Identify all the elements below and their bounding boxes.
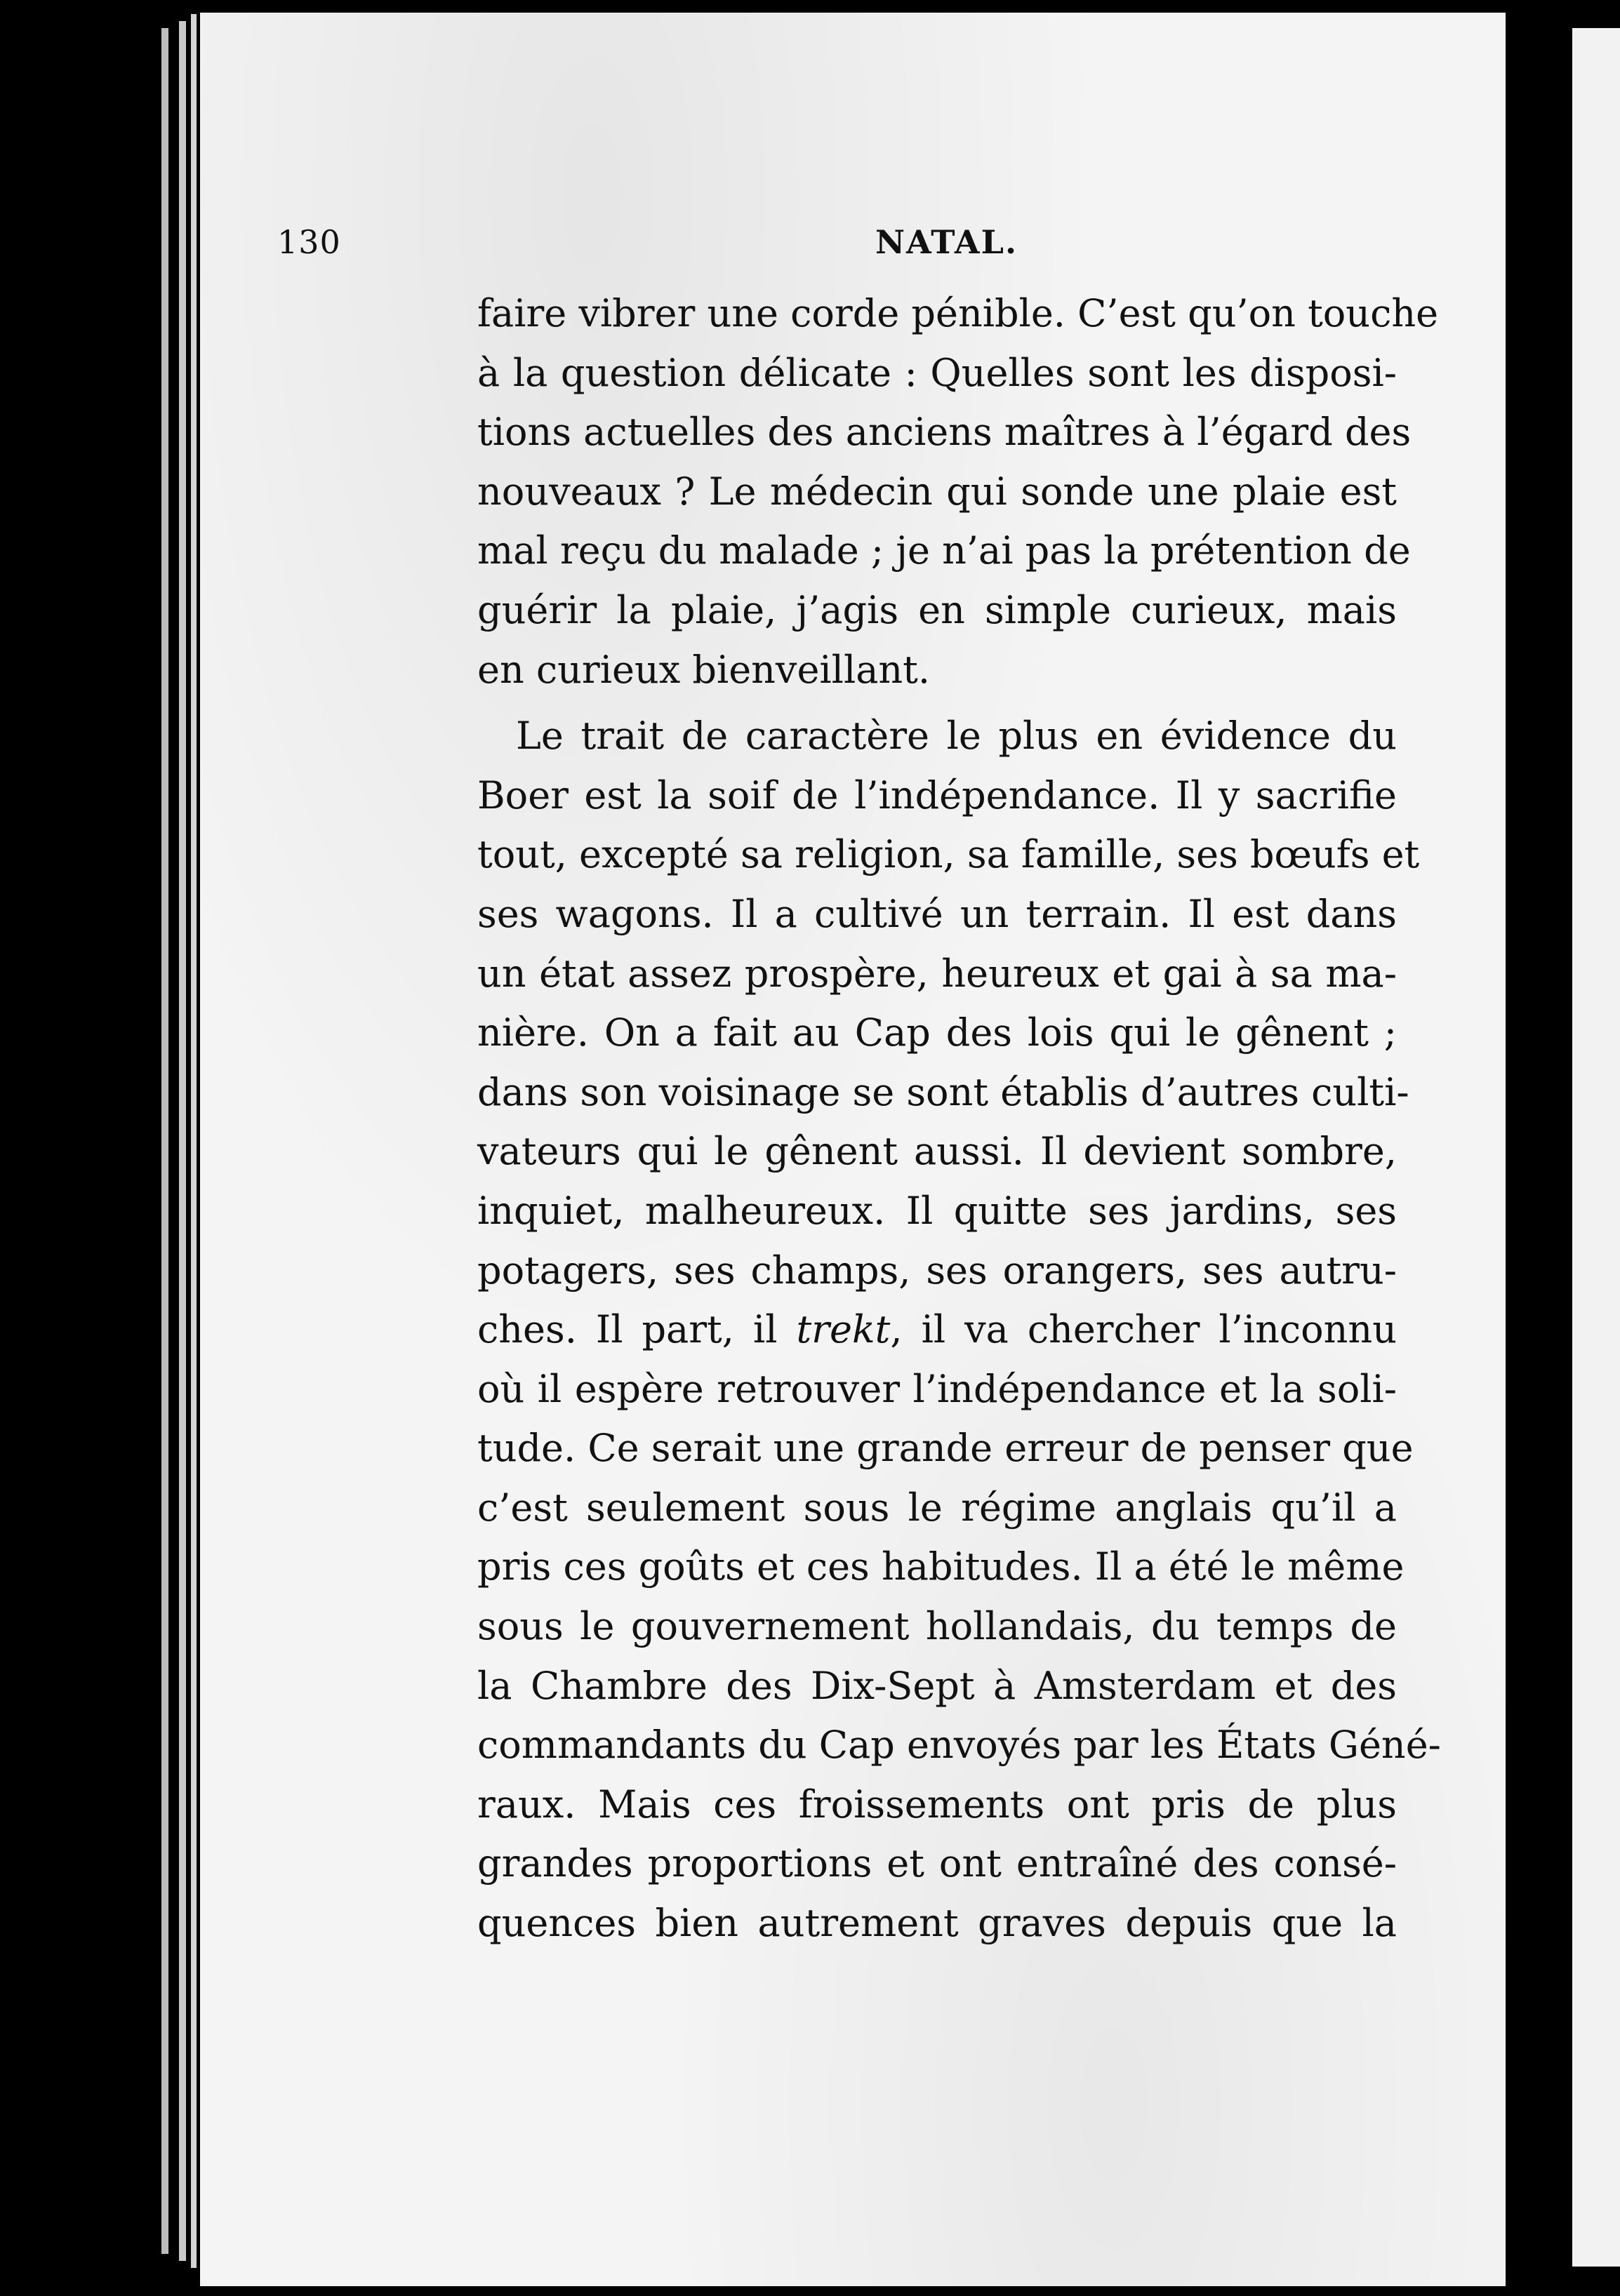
text-line: la Chambre des Dix-Sept à Amsterdam et des — [477, 1663, 1397, 1708]
text-segment: , il va chercher l’inconnu — [890, 1307, 1397, 1352]
page-edge — [191, 14, 197, 2268]
text-line: en curieux bienveillant. — [477, 647, 931, 692]
text-line: c’est seulement sous le régime anglais qu’il a — [477, 1485, 1397, 1530]
text-line: dans son voisinage se sont établis d’autres culti- — [477, 1069, 1409, 1114]
text-line: pris ces goûts et ces habitudes. Il a été le même — [477, 1544, 1405, 1589]
text-line: tions actuelles des anciens maîtres à l’égard des — [477, 410, 1412, 455]
text-line: où il espère retrouver l’indépendance et la soli- — [477, 1366, 1397, 1411]
text-segment: ches. Il part, il — [477, 1307, 797, 1352]
text-line: Boer est la soif de l’indépendance. Il y sacrifie — [477, 773, 1397, 817]
text-line: faire vibrer une corde pénible. C’est qu’on touche — [477, 291, 1439, 335]
text-line: potagers, ses champs, ses orangers, ses autru- — [477, 1248, 1397, 1293]
text-line: tude. Ce serait une grande erreur de penser que — [477, 1426, 1414, 1471]
text-line: raux. Mais ces froissements ont pris de plus — [477, 1782, 1397, 1827]
paragraph-1 — [477, 284, 1439, 700]
page-edge — [179, 21, 186, 2261]
text-line: mal reçu du malade ; je n’ai pas la prétention de — [477, 528, 1411, 573]
text-line — [477, 1300, 1397, 1360]
page-number: 130 — [277, 223, 341, 261]
running-title: NATAL. — [875, 223, 1018, 261]
body-text — [477, 284, 1441, 1954]
text-line: à la question délicate : Quelles sont les disposi- — [477, 350, 1397, 395]
text-line: quences bien autrement graves depuis que la — [477, 1901, 1397, 1946]
text-line: Le trait de caractère le plus en évidence du — [516, 714, 1397, 759]
text-line: ses wagons. Il a cultivé un terrain. Il est dans — [477, 891, 1397, 936]
italic-word: trekt — [796, 1307, 891, 1352]
next-page-edge — [1572, 28, 1620, 2267]
text-line: guérir la plaie, j’agis en simple curieux, mais — [477, 587, 1397, 632]
text-line: tout, excepté sa religion, sa famille, ses bœufs et — [477, 832, 1420, 877]
running-head — [277, 223, 1400, 265]
page-edge — [161, 28, 168, 2254]
text-line: nière. On a fait au Cap des lois qui le gênent ; — [477, 1010, 1397, 1055]
paragraph-2 — [477, 707, 1441, 1953]
text-line: inquiet, malheureux. Il quitte ses jardins, ses — [477, 1188, 1397, 1233]
text-line: commandants du Cap envoyés par les États Géné- — [477, 1723, 1441, 1768]
text-line: un état assez prospère, heureux et gai à sa ma- — [477, 951, 1397, 996]
text-line: vateurs qui le gênent aussi. Il devient sombre, — [477, 1129, 1397, 1174]
text-line: grandes proportions et ont entraîné des consé- — [477, 1841, 1397, 1886]
text-line: nouveaux ? Le médecin qui sonde une plaie est — [477, 469, 1397, 514]
text-line: sous le gouvernement hollandais, du temps de — [477, 1604, 1397, 1649]
